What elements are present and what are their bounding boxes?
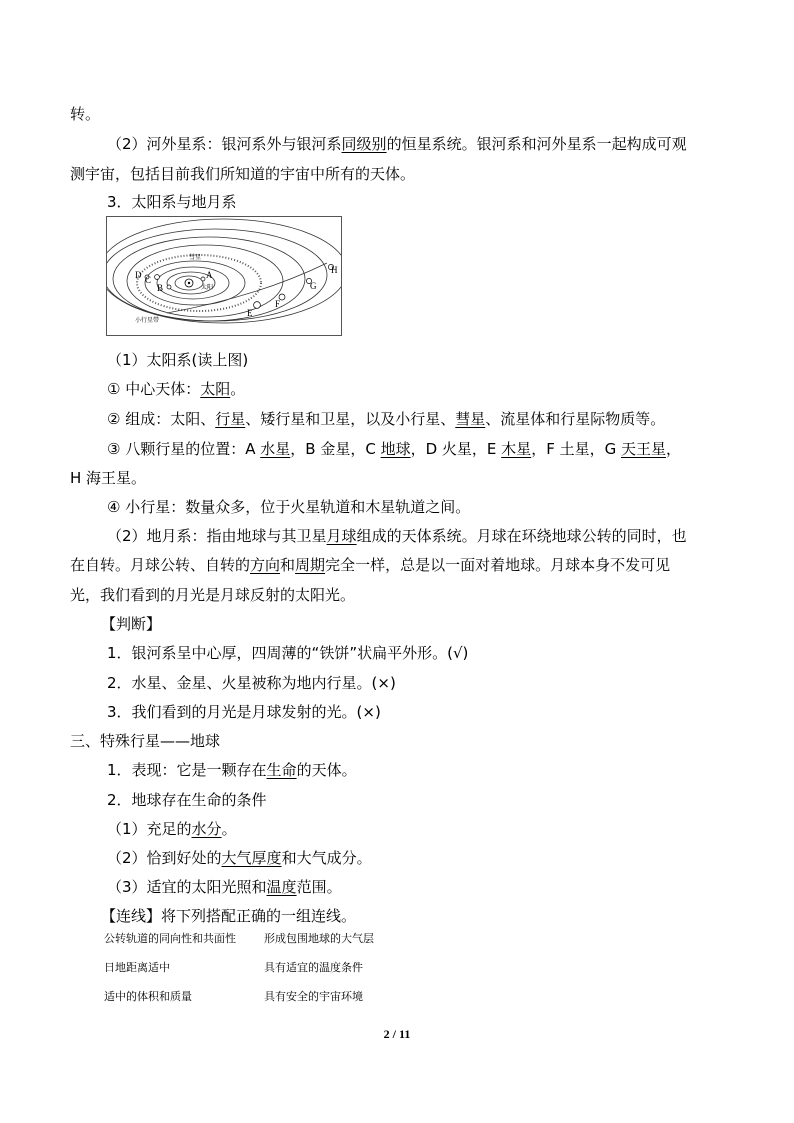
text-line: （1）充足的水分。: [107, 820, 237, 838]
comet-label: 彗星: [189, 254, 202, 261]
planet-a: [201, 277, 205, 281]
text-line: 转。: [70, 105, 101, 123]
judgement-item: 1．银河系呈中心厚，四周薄的“铁饼”状扁平外形。(√): [107, 644, 469, 662]
label-h: H: [331, 265, 338, 275]
solar-system-figure: [106, 216, 342, 336]
text-line: 测宇宙，包括目前我们所知道的宇宙中所有的天体。: [70, 165, 416, 183]
text-line: （2）地月系：指由地球与其卫星月球组成的天体系统。月球在环绕地球公转的同时，也: [107, 527, 687, 545]
match-right-item[interactable]: 具有适宜的温度条件: [264, 961, 363, 974]
text-line: 1．表现：它是一颗存在生命的天体。: [107, 761, 357, 779]
text-line: ④ 小行星：数量众多，位于火星轨道和木星轨道之间。: [107, 498, 471, 516]
text-line: ③ 八颗行星的位置：A 水星，B 金星，C 地球，D 火星，E 木星，F 土星，G 天王星，: [107, 440, 682, 458]
section-heading: 【连线】将下列搭配正确的一组连线。: [101, 907, 357, 925]
text-line: 光，我们看到的月光是月球反射的太阳光。: [70, 586, 356, 604]
judgement-item: 2．水星、金星、火星被称为地内行星。(×): [107, 674, 396, 692]
text-line: （2）河外星系：银河系外与银河系同级别的恒星系统。银河系和河外星系一起构成可观: [107, 135, 687, 153]
text-line: 在自转。月球公转、自转的方向和周期完全一样，总是以一面对着地球。月球本身不发可见: [70, 556, 671, 574]
label-a: A: [206, 270, 213, 280]
label-b: B: [157, 283, 164, 293]
label-d: D: [135, 270, 142, 280]
label-c: C: [145, 275, 152, 285]
sun-label: 太阳: [201, 284, 214, 291]
text-line: 2．地球存在生命的条件: [107, 791, 267, 809]
section-heading: 【判断】: [101, 615, 162, 633]
label-g: G: [310, 281, 317, 291]
match-right-item[interactable]: 形成包围地球的大气层: [264, 932, 374, 945]
text-line: （3）适宜的太阳光照和温度范围。: [107, 878, 342, 896]
text-line: ② 组成：太阳、行星、矮行星和卫星，以及小行星、彗星、流星体和行星际物质等。: [107, 410, 666, 428]
match-right-item[interactable]: 具有安全的宇宙环境: [264, 990, 363, 1003]
section-heading: 3．太阳系与地月系: [107, 193, 237, 211]
text-line: （1）太阳系(读上图): [107, 351, 249, 369]
text-line: H 海王星。: [70, 469, 147, 487]
match-left-item[interactable]: 日地距离适中: [104, 961, 170, 974]
text-line: ① 中心天体：太阳。: [107, 380, 246, 398]
label-f: F: [275, 299, 281, 309]
planet-c: [155, 275, 160, 280]
asteroid-belt: [137, 255, 261, 311]
solar-system-diagram: [107, 217, 341, 335]
match-left-item[interactable]: 公转轨道的同向性和共面性: [104, 932, 236, 945]
asteroid-label: 小行星带: [135, 317, 160, 324]
label-e: E: [247, 308, 253, 318]
planet-e: [254, 302, 261, 309]
section-heading: 三、特殊行星——地球: [70, 732, 221, 750]
judgement-item: 3．我们看到的月光是月球发射的光。(×): [107, 703, 381, 721]
text-line: （2）恰到好处的大气厚度和大气成分。: [107, 849, 372, 867]
page-number: 2 / 11: [383, 1027, 411, 1041]
planet-b: [167, 285, 171, 289]
match-left-item[interactable]: 适中的体积和质量: [104, 990, 192, 1003]
